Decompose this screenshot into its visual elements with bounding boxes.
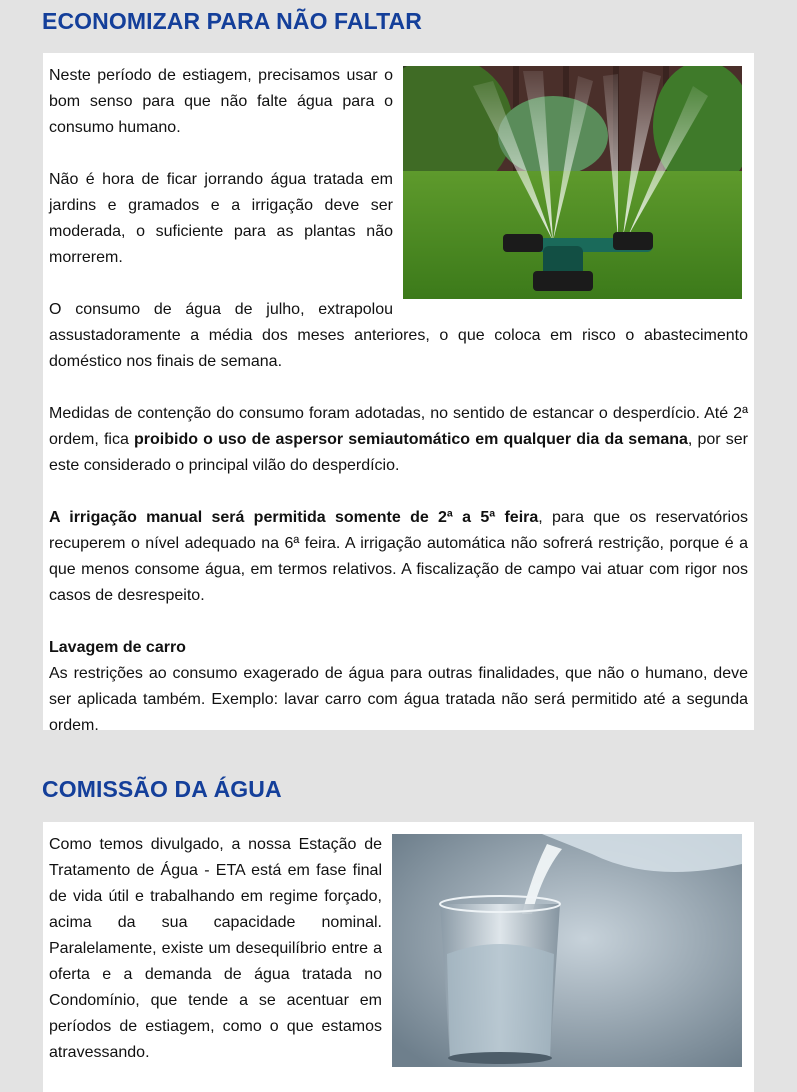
- water-glass-photo-icon: [392, 834, 742, 1067]
- text-span: , para que os reservatórios recuperem o nível adequado na 6ª feira. A irrigação automática não sofrerá restrição, porque é a que menos consome água, em termos relativos. A fiscalização de campo vai atuar com rigor nos casos de desrespeito.: [49, 509, 748, 604]
- article-card-comissao: [43, 822, 754, 1092]
- subheading-text: Lavagem de carro: [49, 639, 186, 656]
- paragraph: O consumo de água de julho, extrapolou assustadoramente a média dos meses anteriores, o que coloca em risco o abastecimento doméstico nos finais de semana.: [49, 301, 748, 370]
- bold-text: proibido o uso de aspersor semiautomático em qualquer dia da semana: [134, 431, 688, 448]
- text-span: , por ser este considerado o principal vilão do desperdício.: [49, 431, 749, 474]
- article-body: [43, 53, 754, 739]
- section-title-comissao: COMISSÃO DA ÁGUA: [42, 776, 282, 802]
- paragraph: Como temos divulgado, a nossa Estação de Tratamento de Água - ETA está em fase final de vida útil e trabalhando em regime forçado, acima da sua capacidade nominal. Paralelamente, existe um desequilíbrio entre a oferta e a demanda de água tratada no Condomínio, que tende a se acentuar em períodos de estiagem, como o que estamos atravessando.: [49, 836, 382, 1061]
- paragraph: Neste período de estiagem, precisamos usar o bom senso para que não falte água para o consumo humano.: [49, 67, 393, 136]
- bold-text: A irrigação manual será permitida somente de 2ª a 5ª feira: [49, 509, 539, 526]
- section-title-economizar: ECONOMIZAR PARA NÃO FALTAR: [42, 8, 422, 34]
- paragraph: As restrições ao consumo exagerado de água para outras finalidades, que não o humano, deve ser aplicada também. Exemplo: lavar carro com água tratada não será permitido até a segunda ordem.: [49, 665, 748, 734]
- paragraph: Não é hora de ficar jorrando água tratada em jardins e gramados e a irrigação deve ser moderada, o suficiente para as plantas não morrerem.: [49, 171, 393, 266]
- paragraph: [49, 505, 748, 609]
- article-card-economizar: [43, 53, 754, 734]
- article-body: [43, 822, 754, 1066]
- text-span: Medidas de contenção do consumo foram adotadas, no sentido de estancar o desperdício. Até 2ª ordem, fica: [49, 405, 748, 448]
- garden-sprinkler-photo-icon: [403, 66, 742, 299]
- paragraph: [49, 401, 748, 479]
- subheading: [49, 635, 748, 661]
